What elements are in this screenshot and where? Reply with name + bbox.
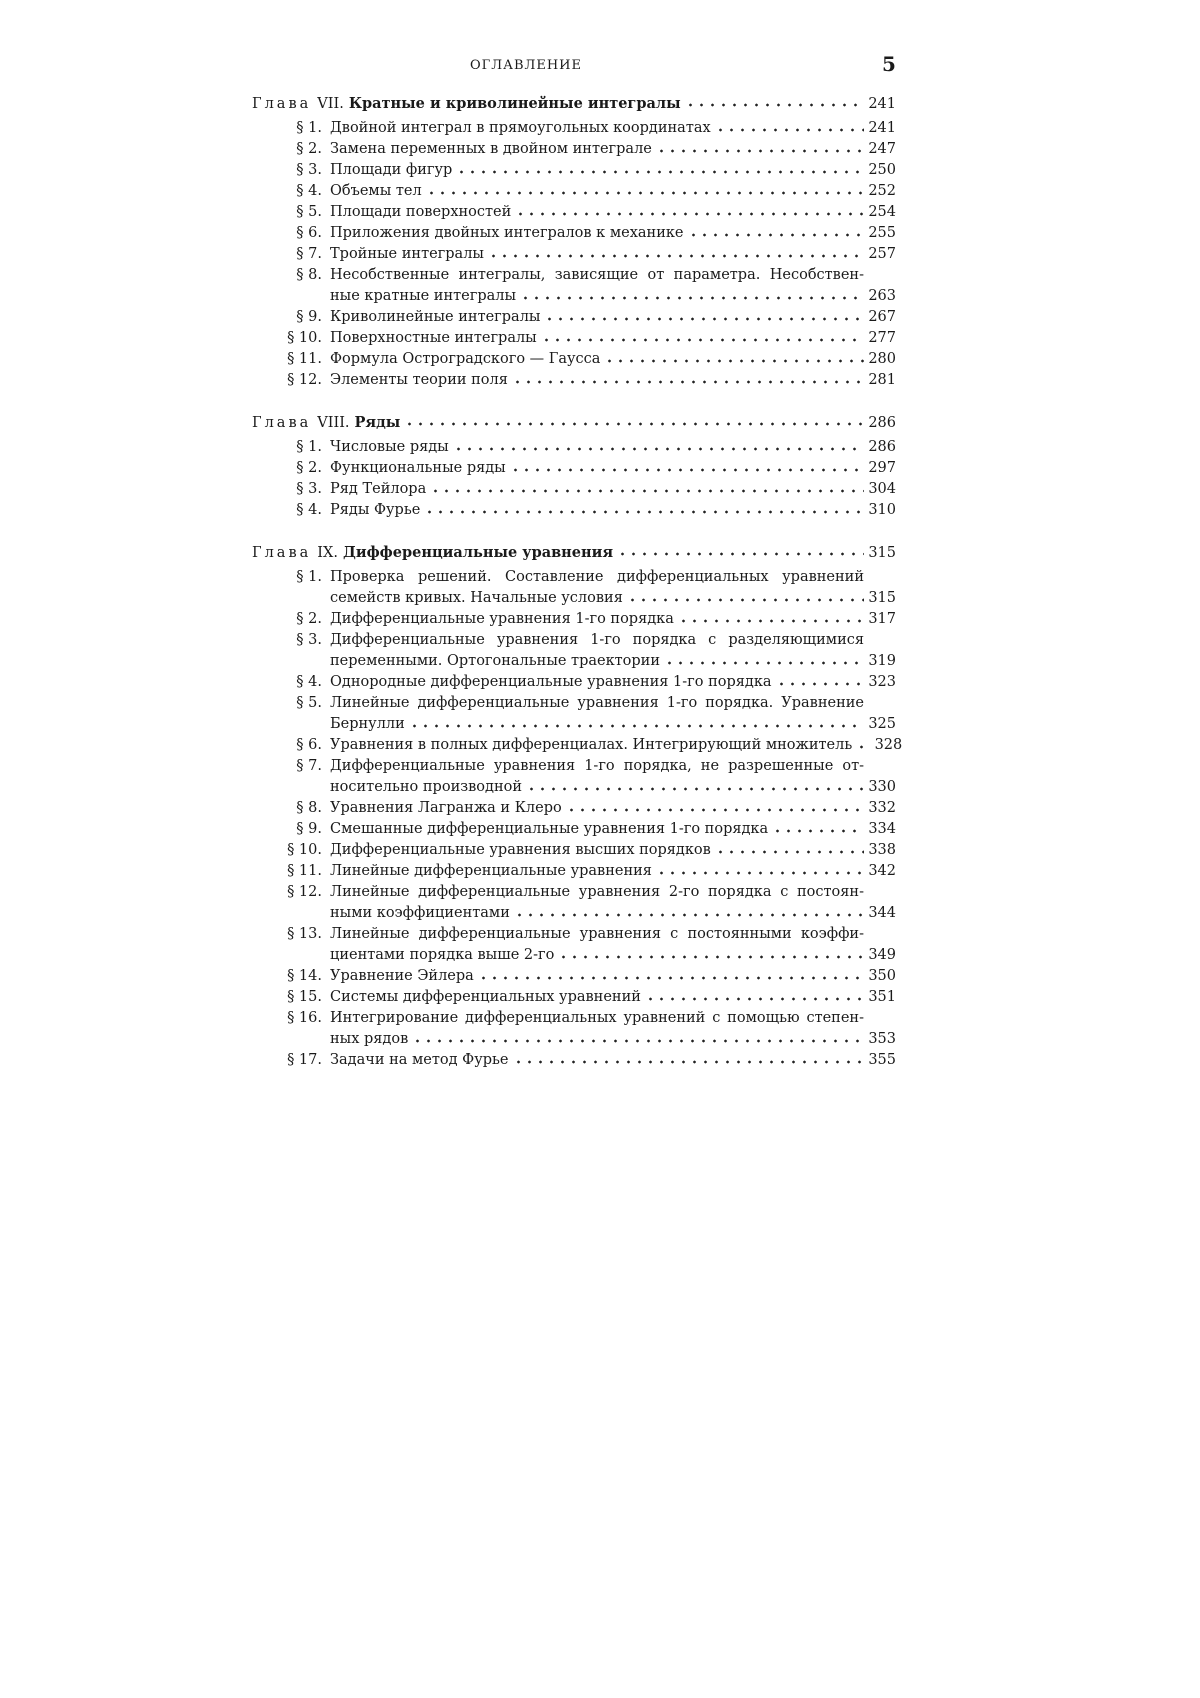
toc-entry[interactable] — [252, 202, 896, 223]
entry-title-text: Тройные интегралы — [330, 246, 484, 262]
dot-leader — [772, 827, 864, 835]
entry-page-number: 332 — [868, 800, 896, 816]
entry-line — [330, 370, 896, 391]
entry-title-text: Площади фигур — [330, 162, 453, 178]
entry-page-number: 241 — [868, 120, 896, 136]
entry-line — [330, 181, 896, 202]
chapter-word: Глава — [252, 545, 312, 561]
toc-entry[interactable] — [252, 840, 896, 861]
section-marker: § 7. — [296, 758, 322, 774]
entry-title-text: Формула Остроградского — Гаусса — [330, 351, 601, 367]
section-marker: § 10. — [287, 842, 322, 858]
entry-body — [330, 567, 896, 609]
entry-line — [330, 651, 896, 672]
entry-page-number: 334 — [868, 821, 896, 837]
dot-leader — [776, 680, 864, 688]
entry-body — [330, 479, 896, 500]
section-marker: § 5. — [296, 204, 322, 220]
chapter-spacer — [252, 391, 896, 413]
section-marker: § 3. — [296, 632, 322, 648]
dot-leader — [627, 596, 864, 604]
dot-leader — [510, 466, 864, 474]
section-marker: § 2. — [296, 460, 322, 476]
entry-title-text: семейств кривых. Начальные условия — [330, 590, 623, 606]
toc-entry[interactable] — [252, 118, 896, 139]
section-marker: § 12. — [287, 372, 322, 388]
entry-line — [330, 1029, 896, 1050]
entry-body — [330, 437, 896, 458]
entry-body — [330, 882, 896, 924]
entry-line — [330, 437, 896, 458]
chapter-heading[interactable] — [252, 94, 896, 114]
entry-body — [330, 840, 896, 861]
entry-title-text: Уравнение Эйлера — [330, 968, 474, 984]
section-marker: § 11. — [287, 351, 322, 367]
section-marker: § 3. — [296, 162, 322, 178]
entry-title-text: Ряды Фурье — [330, 502, 421, 518]
toc-entry[interactable] — [252, 500, 896, 521]
toc-entry[interactable] — [252, 307, 896, 328]
entry-page-number: 263 — [868, 288, 896, 304]
entry-page-number: 267 — [868, 309, 896, 325]
entry-line — [330, 714, 896, 735]
toc-entry[interactable] — [252, 349, 896, 370]
table-of-contents — [252, 94, 903, 1071]
entry-title-text: Смешанные дифференциальные уравнения 1-го порядка — [330, 821, 769, 837]
entry-title-text: Дифференциальные уравнения 1-го порядка — [330, 611, 674, 627]
toc-entry[interactable] — [252, 819, 896, 840]
entry-line — [330, 307, 896, 328]
chapter-heading[interactable] — [252, 413, 896, 433]
section-marker: § 1. — [296, 569, 322, 585]
entry-title-text: Замена переменных в двойном интеграле — [330, 141, 652, 157]
dot-leader — [541, 336, 864, 344]
entry-body — [330, 735, 903, 756]
chapter-page-number: 286 — [868, 415, 896, 431]
section-marker: § 12. — [287, 884, 322, 900]
chapter-number: IX. — [317, 545, 338, 561]
section-marker: § 17. — [287, 1052, 322, 1068]
entry-body — [330, 966, 896, 987]
entry-body — [330, 1008, 896, 1050]
dot-leader — [715, 126, 864, 134]
section-marker: § 13. — [287, 926, 322, 942]
entry-title-text: Задачи на метод Фурье — [330, 1052, 509, 1068]
dot-leader — [426, 189, 864, 197]
section-marker: § 9. — [296, 309, 322, 325]
entry-title-text: Несобственные интегралы, зависящие от параметра. Несобствен- — [330, 267, 864, 283]
entry-body — [330, 244, 896, 265]
entry-line — [330, 567, 896, 588]
entry-body — [330, 328, 896, 349]
entry-body — [330, 160, 896, 181]
dot-leader — [488, 252, 864, 260]
section-marker: § 6. — [296, 225, 322, 241]
entry-line — [330, 945, 896, 966]
entry-line — [330, 118, 896, 139]
entry-title-text: Функциональные ряды — [330, 460, 506, 476]
entry-body — [330, 693, 896, 735]
entry-page-number: 342 — [868, 863, 896, 879]
chapter-page-number: 241 — [868, 96, 896, 112]
entry-page-number: 330 — [868, 779, 896, 795]
entry-line — [330, 286, 896, 307]
entry-title-text: Интегрирование дифференциальных уравнений с помощью степен- — [330, 1010, 864, 1026]
entry-line — [330, 458, 896, 479]
toc-entry[interactable] — [252, 924, 896, 966]
entry-line — [330, 861, 896, 882]
entry-page-number: 281 — [868, 372, 896, 388]
dot-leader — [688, 231, 864, 239]
section-marker: § 7. — [296, 246, 322, 262]
entry-line — [330, 202, 896, 223]
dot-leader — [424, 508, 864, 516]
chapter-number: VII. — [317, 96, 344, 112]
dot-leader — [430, 487, 864, 495]
entry-body — [330, 118, 896, 139]
toc-entry[interactable] — [252, 223, 896, 244]
section-marker: § 8. — [296, 800, 322, 816]
section-marker: § 1. — [296, 439, 322, 455]
toc-entry[interactable] — [252, 1050, 896, 1071]
section-marker: § 11. — [287, 863, 322, 879]
dot-leader — [617, 550, 864, 558]
dot-leader — [404, 420, 864, 428]
section-marker: § 2. — [296, 141, 322, 157]
entry-line — [330, 479, 896, 500]
entry-page-number: 247 — [868, 141, 896, 157]
entry-line — [330, 1008, 896, 1029]
entry-line — [330, 139, 896, 160]
entry-title-text: Приложения двойных интегралов к механике — [330, 225, 684, 241]
section-marker: § 14. — [287, 968, 322, 984]
toc-entry[interactable] — [252, 567, 896, 609]
section-marker: § 4. — [296, 502, 322, 518]
chapter-spacer — [252, 521, 896, 543]
dot-leader — [656, 869, 864, 877]
entry-line — [330, 672, 896, 693]
dot-leader — [678, 617, 864, 625]
entry-body — [330, 819, 896, 840]
entry-page-number: 338 — [868, 842, 896, 858]
entry-title-text: Ряд Тейлора — [330, 481, 427, 497]
toc-entry[interactable] — [252, 265, 896, 307]
entry-title-text: Числовые ряды — [330, 439, 449, 455]
toc-entry[interactable] — [252, 160, 896, 181]
toc-entry[interactable] — [252, 181, 896, 202]
entry-line — [330, 840, 896, 861]
entry-page-number: 257 — [868, 246, 896, 262]
entry-page-number: 353 — [868, 1031, 896, 1047]
running-title: ОГЛАВЛЕНИЕ — [470, 58, 583, 73]
entry-title-text: ных рядов — [330, 1031, 409, 1047]
entry-body — [330, 370, 896, 391]
section-marker: § 6. — [296, 737, 322, 753]
dot-leader — [856, 743, 870, 751]
entry-body — [330, 181, 896, 202]
toc-entry[interactable] — [252, 630, 896, 672]
entry-body — [330, 861, 896, 882]
dot-leader — [412, 1037, 864, 1045]
entry-page-number: 319 — [868, 653, 896, 669]
entry-line — [330, 160, 896, 181]
dot-leader — [526, 785, 864, 793]
section-marker: § 2. — [296, 611, 322, 627]
entry-title-text: циентами порядка выше 2-го — [330, 947, 555, 963]
toc-entry[interactable] — [252, 882, 896, 924]
section-marker: § 10. — [287, 330, 322, 346]
entry-line — [330, 777, 896, 798]
dot-leader — [515, 210, 864, 218]
entry-page-number: 317 — [868, 611, 896, 627]
toc-entry[interactable] — [252, 672, 896, 693]
entry-body — [330, 223, 896, 244]
entry-body — [330, 202, 896, 223]
toc-entry[interactable] — [252, 437, 896, 458]
entry-title-text: Проверка решений. Составление дифференциальных уравнений — [330, 569, 864, 585]
entry-body — [330, 458, 896, 479]
entry-title-text: ными коэффициентами — [330, 905, 510, 921]
entry-body — [330, 756, 896, 798]
entry-title-text: Поверхностные интегралы — [330, 330, 537, 346]
toc-entry[interactable] — [252, 139, 896, 160]
dot-leader — [604, 357, 864, 365]
entry-title-text: Дифференциальные уравнения 1-го порядка с разделяющимися — [330, 632, 864, 648]
entry-line — [330, 500, 896, 521]
dot-leader — [456, 168, 864, 176]
entry-line — [330, 223, 896, 244]
toc-entry[interactable] — [252, 756, 896, 798]
entry-title-text: Дифференциальные уравнения высших порядков — [330, 842, 711, 858]
entry-body — [330, 349, 896, 370]
section-marker: § 8. — [296, 267, 322, 283]
entry-page-number: 350 — [868, 968, 896, 984]
entry-line — [330, 798, 896, 819]
toc-entry[interactable] — [252, 479, 896, 500]
toc-entry[interactable] — [252, 328, 896, 349]
toc-entry[interactable] — [252, 693, 896, 735]
toc-entry[interactable] — [252, 1008, 896, 1050]
entry-line — [330, 609, 896, 630]
section-marker: § 1. — [296, 120, 322, 136]
entry-page-number: 344 — [868, 905, 896, 921]
entry-title-text: носительно производной — [330, 779, 523, 795]
chapter-word: Глава — [252, 415, 312, 431]
entry-line — [330, 735, 903, 756]
entry-page-number: 349 — [868, 947, 896, 963]
toc-entry[interactable] — [252, 244, 896, 265]
dot-leader — [513, 1058, 864, 1066]
chapter-title: Дифференциальные уравнения — [342, 544, 614, 561]
entry-page-number: 323 — [868, 674, 896, 690]
entry-title-text: Уравнения Лагранжа и Клеро — [330, 800, 562, 816]
toc-entry[interactable] — [252, 966, 896, 987]
chapter-number: VIII. — [317, 415, 350, 431]
entry-title-text: Элементы теории поля — [330, 372, 508, 388]
entry-title-text: Площади поверхностей — [330, 204, 512, 220]
entry-line — [330, 1050, 896, 1071]
toc-entry[interactable] — [252, 987, 896, 1008]
entry-line — [330, 987, 896, 1008]
dot-leader — [520, 294, 864, 302]
entry-body — [330, 265, 896, 307]
entry-page-number: 286 — [868, 439, 896, 455]
entry-title-text: Системы дифференциальных уравнений — [330, 989, 641, 1005]
toc-entry[interactable] — [252, 458, 896, 479]
dot-leader — [453, 445, 864, 453]
dot-leader — [514, 911, 864, 919]
entry-title-text: Криволинейные интегралы — [330, 309, 541, 325]
entry-page-number: 277 — [868, 330, 896, 346]
dot-leader — [566, 806, 864, 814]
entry-page-number: 304 — [868, 481, 896, 497]
entry-page-number: 351 — [868, 989, 896, 1005]
chapter-heading[interactable] — [252, 543, 896, 563]
entry-body — [330, 672, 896, 693]
entry-page-number: 328 — [874, 737, 903, 753]
entry-line — [330, 588, 896, 609]
entry-title-text: Линейные дифференциальные уравнения — [330, 863, 652, 879]
dot-leader — [685, 101, 864, 109]
dot-leader — [664, 659, 864, 667]
section-marker: § 5. — [296, 695, 322, 711]
entry-title-text: Линейные дифференциальные уравнения 2-го порядка с постоян- — [330, 884, 864, 900]
entry-title-text: Бернулли — [330, 716, 405, 732]
entry-line — [330, 882, 896, 903]
dot-leader — [645, 995, 864, 1003]
entry-line — [330, 903, 896, 924]
entry-title-text: Объемы тел — [330, 183, 422, 199]
dot-leader — [656, 147, 864, 155]
entry-body — [330, 609, 896, 630]
entry-line — [330, 756, 896, 777]
entry-body — [330, 630, 896, 672]
entry-title-text: Однородные дифференциальные уравнения 1-го порядка — [330, 674, 772, 690]
entry-page-number: 325 — [868, 716, 896, 732]
page-number: 5 — [882, 52, 896, 76]
entry-page-number: 355 — [868, 1052, 896, 1068]
section-marker: § 4. — [296, 183, 322, 199]
entry-page-number: 315 — [868, 590, 896, 606]
entry-title-text: ные кратные интегралы — [330, 288, 517, 304]
chapter-word: Глава — [252, 96, 312, 112]
dot-leader — [544, 315, 864, 323]
dot-leader — [558, 953, 864, 961]
section-marker: § 9. — [296, 821, 322, 837]
entry-title-text: переменными. Ортогональные траектории — [330, 653, 661, 669]
dot-leader — [478, 974, 864, 982]
entry-line — [330, 819, 896, 840]
toc-entry[interactable] — [252, 609, 896, 630]
entry-line — [330, 265, 896, 286]
toc-entry[interactable] — [252, 798, 896, 819]
dot-leader — [512, 378, 864, 386]
entry-line — [330, 630, 896, 651]
entry-body — [330, 1050, 896, 1071]
entry-body — [330, 139, 896, 160]
entry-page-number: 310 — [868, 502, 896, 518]
entry-line — [330, 328, 896, 349]
entry-body — [330, 500, 896, 521]
toc-entry[interactable] — [252, 370, 896, 391]
section-marker: § 16. — [287, 1010, 322, 1026]
entry-title-text: Двойной интеграл в прямоугольных координатах — [330, 120, 711, 136]
entry-body — [330, 798, 896, 819]
entry-title-text: Дифференциальные уравнения 1-го порядка, не разрешенные от- — [330, 758, 864, 774]
entry-page-number: 254 — [868, 204, 896, 220]
dot-leader — [409, 722, 864, 730]
entry-page-number: 255 — [868, 225, 896, 241]
entry-body — [330, 924, 896, 966]
entry-body — [330, 307, 896, 328]
entry-page-number: 280 — [868, 351, 896, 367]
section-marker: § 15. — [287, 989, 322, 1005]
entry-title-text: Уравнения в полных дифференциалах. Интегрирующий множитель — [330, 737, 853, 753]
section-marker: § 4. — [296, 674, 322, 690]
entry-title-text: Линейные дифференциальные уравнения с постоянными коэффи- — [330, 926, 864, 942]
entry-line — [330, 244, 896, 265]
entry-line — [330, 693, 896, 714]
toc-entry[interactable] — [252, 861, 896, 882]
entry-title-text: Линейные дифференциальные уравнения 1-го порядка. Уравнение — [330, 695, 864, 711]
entry-line — [330, 349, 896, 370]
entry-page-number: 252 — [868, 183, 896, 199]
entry-page-number: 297 — [868, 460, 896, 476]
dot-leader — [715, 848, 864, 856]
toc-entry[interactable] — [252, 735, 903, 756]
entry-line — [330, 966, 896, 987]
chapter-title: Ряды — [354, 414, 401, 431]
section-marker: § 3. — [296, 481, 322, 497]
chapter-title: Кратные и криволинейные интегралы — [348, 95, 681, 112]
entry-line — [330, 924, 896, 945]
entry-body — [330, 987, 896, 1008]
entry-page-number: 250 — [868, 162, 896, 178]
chapter-page-number: 315 — [868, 545, 896, 561]
